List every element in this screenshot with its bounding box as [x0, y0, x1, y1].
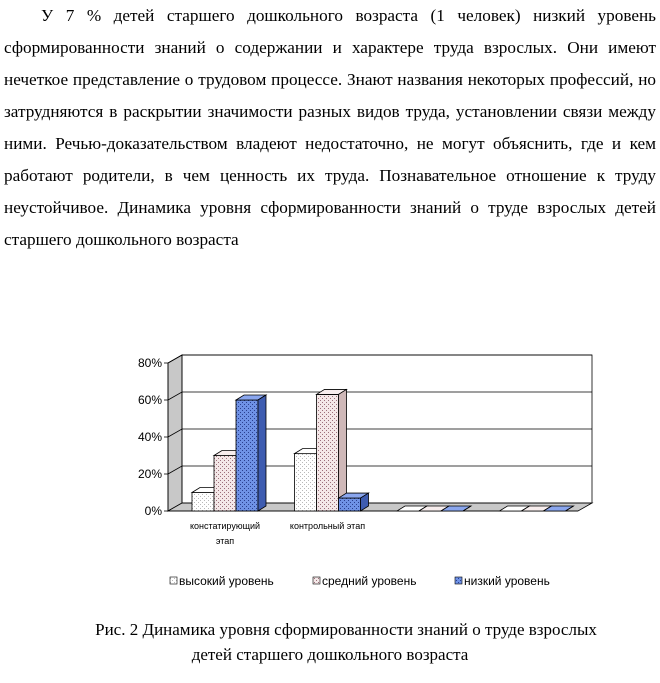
figure-caption-line2: детей старшего дошкольного возраста: [191, 645, 469, 664]
y-tick-label: 60%: [137, 393, 162, 407]
legend-swatch-2: [313, 577, 320, 584]
figure-caption-line1: Рис. 2 Динамика уровня сформированности знаний о труде взрослых: [95, 620, 597, 639]
legend-swatch-1: [170, 577, 177, 584]
body-paragraph: У 7 % детей старшего дошкольного возраста (1 человек) низкий уровень сформированности знаний о содержании и характере труда взрослых. Они имеют нечеткое представление о трудовом процессе. Знают названия некоторых профессий, но затрудняются в раскрытии значимости разных видов труда, установлении связи между ними. Речью-доказательством владеют недостаточно, не могут объяснить, где и кем работают родители, в чем ценность их труда. Познавательное отношение к труду неустойчивое. Динамика уровня сформированности знаний о труде взрослых детей старшего дошкольного возраста: [4, 6, 656, 249]
bar-2-cat-1: [214, 456, 236, 512]
legend-label-1: высокий уровень: [179, 574, 274, 588]
legend-label-2: средний уровень: [322, 574, 417, 588]
legend-label-3: низкий уровень: [464, 574, 550, 588]
bar-3-cat-2: [339, 498, 361, 511]
bar-3-cat-1: [236, 400, 258, 511]
x-category-label: констатирующий: [189, 521, 261, 531]
bar-1-cat-1: [192, 493, 214, 512]
bar-2-cat-2: [317, 394, 339, 511]
y-tick-label: 20%: [137, 467, 162, 481]
bar-side-2-cat-2: [339, 389, 347, 511]
y-tick-label: 0%: [144, 504, 162, 518]
x-category-label: контрольный этап: [289, 521, 366, 531]
y-tick-label: 80%: [137, 356, 162, 370]
legend-swatch-3: [455, 577, 462, 584]
x-category-label: этап: [215, 536, 235, 546]
bar-side-3-cat-1: [258, 395, 266, 511]
y-tick-label: 40%: [137, 430, 162, 444]
bar-1-cat-2: [295, 454, 317, 511]
